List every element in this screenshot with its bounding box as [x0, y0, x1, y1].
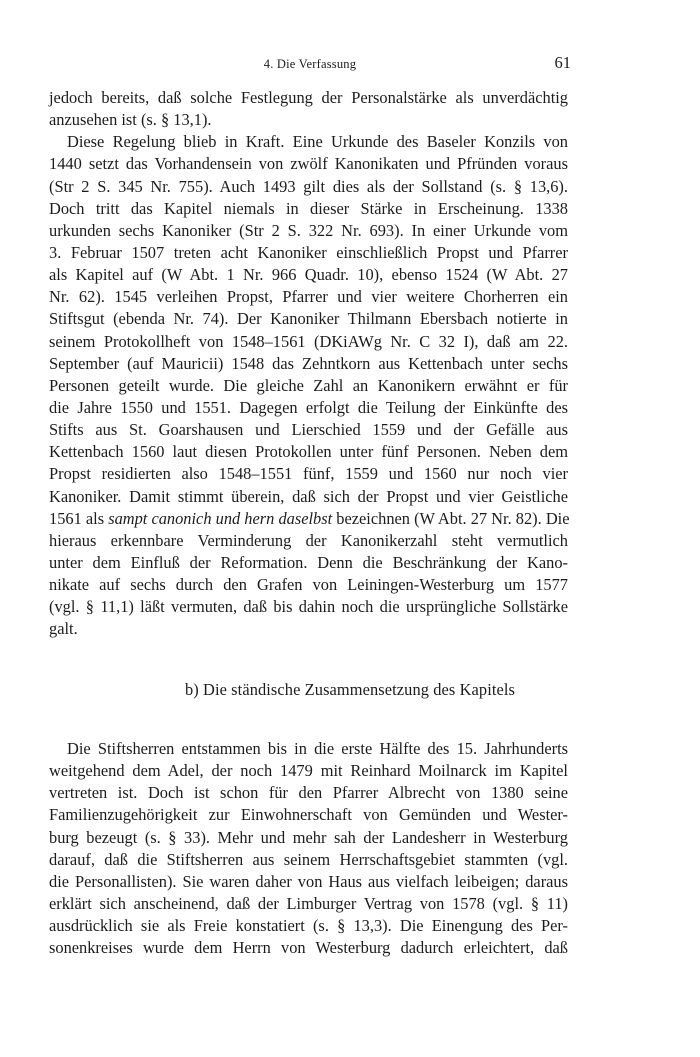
running-head — [49, 55, 571, 77]
text-line: hieraus erkennbare Verminderung der Kanonikerzahl steht vermutlich — [49, 530, 568, 550]
page-number: 61 — [554, 53, 571, 72]
text-line: Doch tritt das Kapitel niemals in dieser Stärke in Erscheinung. 1338 — [49, 198, 568, 218]
text-line: die Personallisten). Sie waren daher von Haus aus vielfach leibeigen; daraus — [49, 871, 568, 891]
text-line: vertreten ist. Doch ist schon für den Pfarrer Albrecht von 1380 seine — [49, 783, 568, 803]
text-line: erklärt sich anscheinend, daß der Limburger Vertrag von 1578 (vgl. § 11) — [49, 893, 568, 913]
text-line: Kanoniker. Damit stimmt überein, daß sich der Propst und vier Geistliche — [49, 486, 568, 506]
text-line: Personen geteilt wurde. Die gleiche Zahl an Kanonikern erwähnt er für — [49, 375, 568, 395]
text-line: ausdrücklich sie als Freie konstatiert (s. § 13,3). Die Einengung des Per- — [49, 916, 568, 936]
text-line — [49, 508, 568, 530]
text-line: galt. — [49, 619, 78, 639]
text-line: burg bezeugt (s. § 33). Mehr und mehr sah der Landesherr in Westerburg — [49, 827, 568, 847]
text-line: anzusehen ist (s. § 13,1). — [49, 110, 212, 130]
section-heading: b) Die ständische Zusammensetzung des Kapitels — [184, 680, 516, 699]
text-line: Die Stiftsherren entstammen bis in die erste Hälfte des 15. Jahrhunderts — [67, 739, 568, 758]
text-line: urkunden sechs Kanoniker (Str 2 S. 322 Nr. 693). In einer Urkunde vom — [49, 220, 568, 240]
text-line: Kettenbach 1560 laut diesen Protokollen unter fünf Personen. Neben dem — [49, 442, 568, 462]
text-line: (Str 2 S. 345 Nr. 755). Auch 1493 gilt dies als der Sollstand (s. § 13,6). — [49, 176, 568, 196]
text-line: Propst residierten also 1548–1551 fünf, 1559 und 1560 nur noch vier — [49, 464, 568, 484]
text-line: sonenkreises wurde dem Herrn von Westerburg dadurch erleichtert, daß — [49, 938, 568, 958]
text-line: 3. Februar 1507 treten acht Kanoniker einschließlich Propst und Pfarrer — [49, 242, 568, 262]
line-text: 1561 als — [49, 508, 109, 528]
text-line: nikate auf sechs durch den Grafen von Leiningen-Westerburg um 1577 — [49, 575, 568, 595]
text-line: Nr. 62). 1545 verleihen Propst, Pfarrer und vier weitere Chorherren ein — [49, 287, 568, 307]
body-text-top — [49, 87, 568, 641]
text-line: Stifts aus St. Goarshausen und Lierschied 1559 und der Gefälle aus — [49, 420, 568, 440]
text-line: Diese Regelung blieb in Kraft. Eine Urkunde des Baseler Konzils von — [67, 132, 568, 152]
text-line: (vgl. § 11,1) läßt vermuten, daß bis dahin noch die ursprüngliche Sollstärke — [49, 597, 568, 617]
text-line: jedoch bereits, daß solche Festlegung der Personalstärke als unverdächtig — [49, 88, 568, 107]
line-text: bezeichnen (W Abt. 27 Nr. 82). Die — [332, 508, 570, 528]
text-line: seinem Protokollheft von 1548–1561 (DKiAWg Nr. C 32 I), daß am 22. — [49, 331, 568, 351]
text-line: unter dem Einfluß der Reformation. Denn die Beschränkung der Kano- — [49, 552, 568, 572]
text-line: Stiftsgut (ebenda Nr. 74). Der Kanoniker Thilmann Ebersbach notierte in — [49, 309, 568, 329]
text-line: weitgehend dem Adel, der noch 1479 mit Reinhard Moilnarck im Kapitel — [49, 761, 568, 781]
text-line: als Kapitel auf (W Abt. 1 Nr. 966 Quadr. 10), ebenso 1524 (W Abt. 27 — [49, 265, 568, 285]
text-line: 1440 setzt das Vorhandensein von zwölf Kanonikaten und Pfründen voraus — [49, 154, 568, 174]
text-line: September (auf Mauricii) 1548 das Zehntkorn aus Kettenbach unter sechs — [49, 353, 568, 373]
body-text-bottom — [49, 738, 568, 959]
text-line: die Jahre 1550 und 1551. Dagegen erfolgt die Teilung der Einkünfte des — [49, 397, 568, 417]
quoted-phrase: sampt canonich und hern daselbst — [108, 508, 333, 528]
text-line: Familienzugehörigkeit zur Einwohnerschaft von Gemünden und Wester- — [49, 805, 568, 825]
text-line: darauf, daß die Stiftsherren aus seinem Herrschaftsgebiet stammten (vgl. — [49, 849, 568, 869]
running-title: 4. Die Verfassung — [263, 57, 357, 71]
